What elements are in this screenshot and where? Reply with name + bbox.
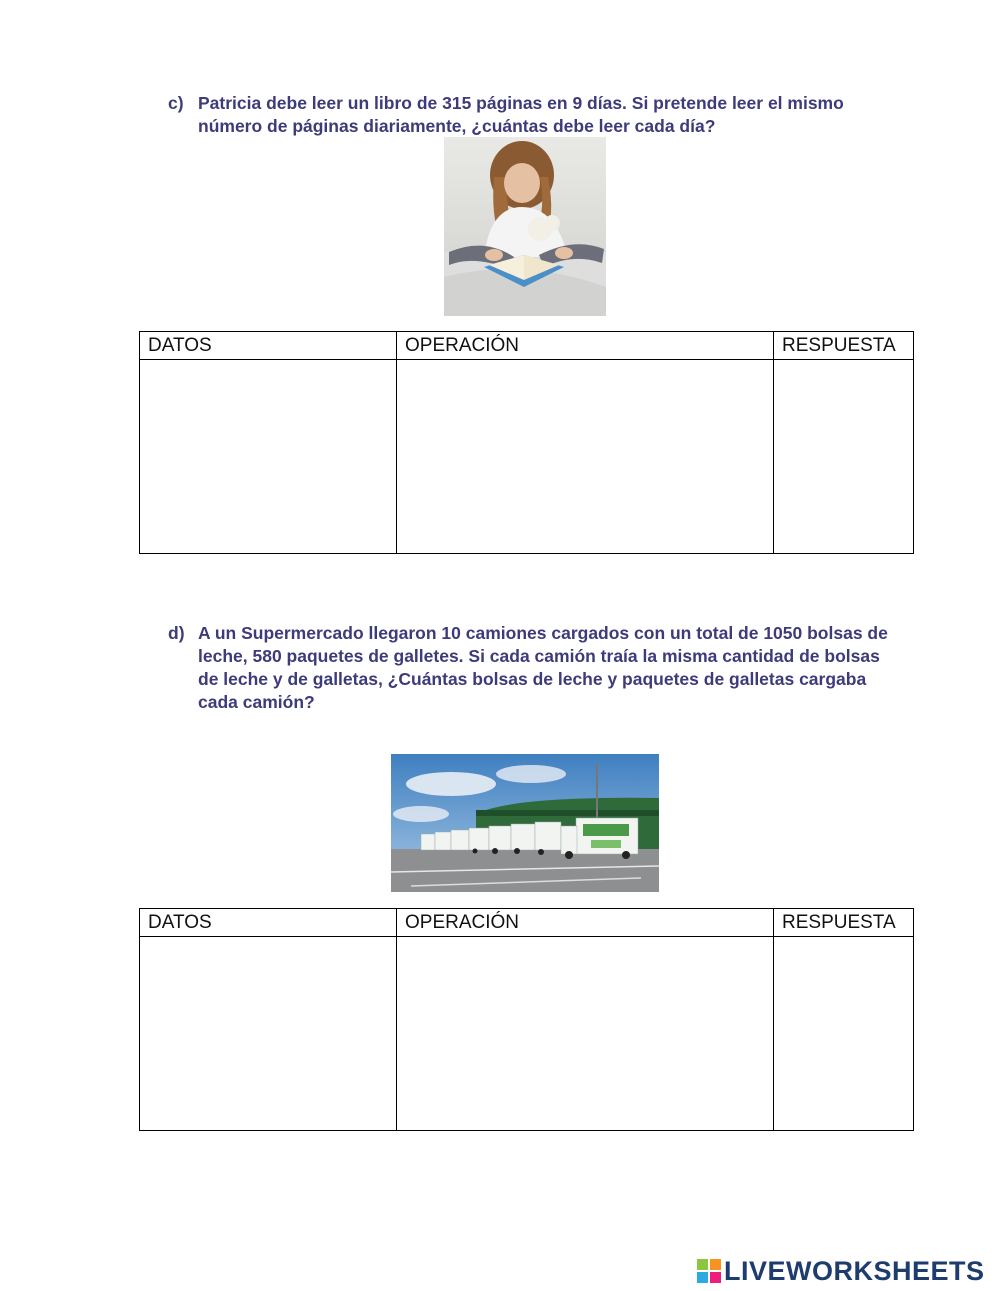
datos-header: DATOS: [140, 332, 397, 360]
operacion-cell[interactable]: [397, 360, 774, 554]
girl-reading-illustration: [444, 137, 606, 316]
respuesta-cell[interactable]: [774, 937, 914, 1131]
respuesta-header: RESPUESTA: [774, 909, 914, 937]
problem-c-text: Patricia debe leer un libro de 315 páginas en 9 días. Si pretende leer el mismo número de páginas diariamente, ¿cuántas debe leer cada día?: [198, 93, 844, 136]
problem-c-letter: c): [168, 93, 184, 113]
trucks-illustration: [391, 754, 659, 892]
operacion-header: OPERACIÓN: [397, 909, 774, 937]
datos-header: DATOS: [140, 909, 397, 937]
datos-cell[interactable]: [140, 937, 397, 1131]
operacion-cell[interactable]: [397, 937, 774, 1131]
girl-reading-photo: [444, 137, 606, 316]
operacion-header: OPERACIÓN: [397, 332, 774, 360]
answer-table-d: [139, 908, 914, 1131]
datos-cell[interactable]: [140, 360, 397, 554]
liveworksheets-logo[interactable]: [697, 1256, 985, 1286]
answer-table-c: [139, 331, 914, 554]
problem-c: [168, 92, 888, 138]
trucks-photo: [391, 754, 659, 892]
logo-text: LIVEWORKSHEETS: [724, 1255, 985, 1286]
respuesta-header: RESPUESTA: [774, 332, 914, 360]
problem-d-letter: d): [168, 623, 185, 643]
problem-d: [168, 622, 888, 714]
problem-d-text: A un Supermercado llegaron 10 camiones cargados con un total de 1050 bolsas de leche, 580 paquetes de galletes. Si cada camión traía la misma cantidad de bolsas de leche y de galletas, ¿Cuántas bolsas de leche y paquetes de galletas cargaba cada camión?: [198, 623, 888, 712]
liveworksheets-logo-icon: [697, 1259, 721, 1283]
respuesta-cell[interactable]: [774, 360, 914, 554]
